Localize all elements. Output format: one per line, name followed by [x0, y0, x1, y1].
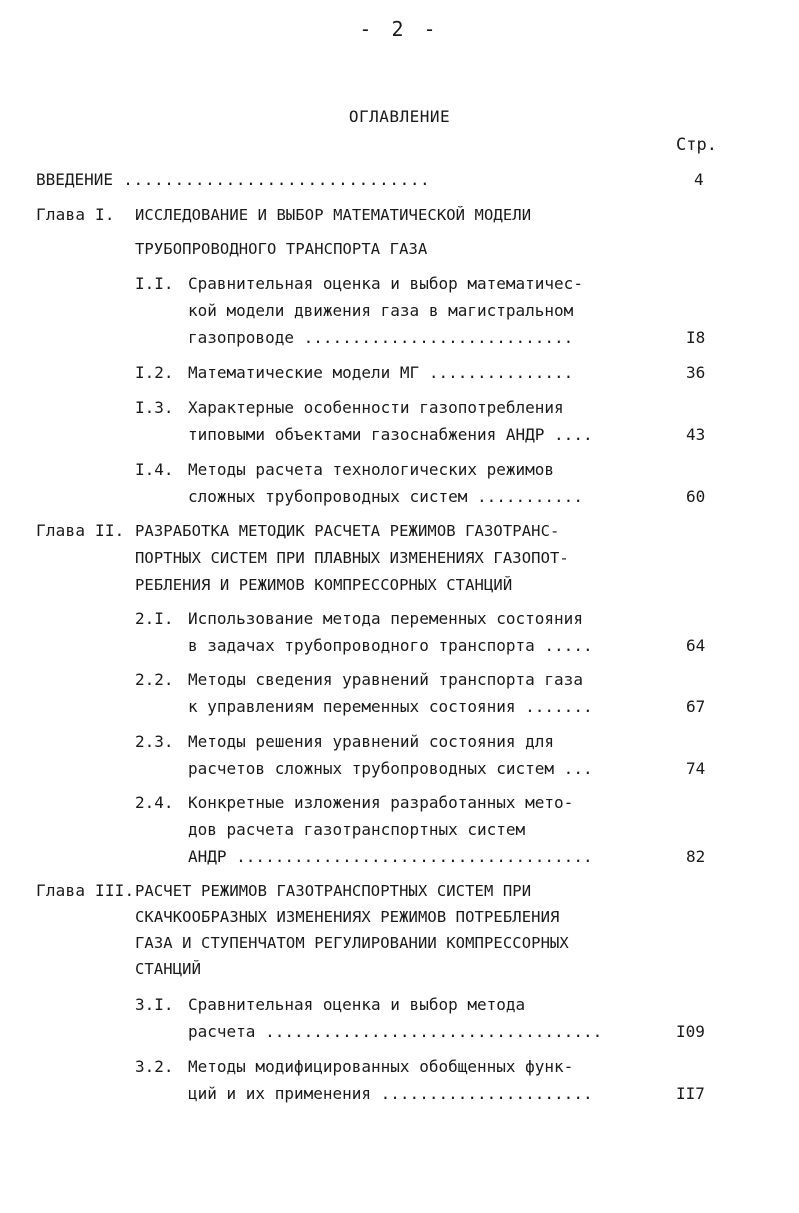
section-line: газопроводе ............................	[188, 328, 574, 347]
chapter-label: Глава II.	[36, 521, 125, 540]
section-page: 67	[686, 697, 706, 716]
chapter-heading-line: РЕБЛЕНИЯ И РЕЖИМОВ КОМПРЕССОРНЫХ СТАНЦИЙ	[135, 576, 513, 594]
section-page: I09	[676, 1022, 705, 1041]
section-number: 3.I.	[135, 995, 174, 1014]
section-line: кой модели движения газа в магистральном	[188, 301, 574, 320]
section-page: 64	[686, 636, 706, 655]
section-line: Математические модели МГ ...............	[188, 363, 574, 382]
chapter-heading-line: ИССЛЕДОВАНИЕ И ВЫБОР МАТЕМАТИЧЕСКОЙ МОДЕЛИ	[135, 206, 532, 224]
section-line: Методы модифицированных обобщенных функ-	[188, 1057, 574, 1076]
section-page: 36	[686, 363, 706, 382]
section-number: 2.3.	[135, 732, 174, 751]
section-line: Характерные особенности газопотребления	[188, 398, 564, 417]
page-column-label: Стр.	[676, 135, 717, 155]
chapter-heading-line: ПОРТНЫХ СИСТЕМ ПРИ ПЛАВНЫХ ИЗМЕНЕНИЯХ ГАЗОПОТ-	[135, 549, 569, 567]
section-line: сложных трубопроводных систем ...........	[188, 487, 583, 506]
section-line: Методы решения уравнений состояния для	[188, 732, 555, 751]
section-page: 74	[686, 759, 706, 778]
toc-intro-page: 4	[694, 170, 704, 189]
section-line: Использование метода переменных состояния	[188, 609, 583, 628]
section-number: I.3.	[135, 398, 174, 417]
section-line: Сравнительная оценка и выбор математичес-	[188, 274, 583, 293]
toc-title: ОГЛАВЛЕНИЕ	[348, 107, 451, 126]
section-line: Методы расчета технологических режимов	[188, 460, 555, 479]
section-number: I.4.	[135, 460, 174, 479]
section-number: 3.2.	[135, 1057, 174, 1076]
section-number: 2.I.	[135, 609, 174, 628]
section-page: II7	[676, 1084, 705, 1103]
chapter-heading-line: СКАЧКООБРАЗНЫХ ИЗМЕНЕНИЯХ РЕЖИМОВ ПОТРЕБЛЕНИЯ	[135, 908, 560, 926]
chapter-label: Глава I.	[36, 205, 115, 224]
section-page: I8	[686, 328, 706, 347]
section-page: 60	[686, 487, 706, 506]
section-line: расчета ...................................	[188, 1022, 603, 1041]
section-line: дов расчета газотранспортных систем	[188, 820, 526, 839]
chapter-heading-line: РАЗРАБОТКА МЕТОДИК РАСЧЕТА РЕЖИМОВ ГАЗОТРАНС-	[135, 522, 560, 540]
section-line: Конкретные изложения разработанных мето-	[188, 793, 574, 812]
toc-intro-title: ВВЕДЕНИЕ ..............................	[36, 170, 431, 189]
section-line: расчетов сложных трубопроводных систем ...	[188, 759, 593, 778]
section-page: 43	[686, 425, 706, 444]
section-line: АНДР .....................................	[188, 847, 593, 866]
chapter-heading-line: РАСЧЕТ РЕЖИМОВ ГАЗОТРАНСПОРТНЫХ СИСТЕМ ПРИ	[135, 882, 532, 900]
section-line: ций и их применения ......................	[188, 1084, 593, 1103]
chapter-heading-line: ГАЗА И СТУПЕНЧАТОМ РЕГУЛИРОВАНИИ КОМПРЕССОРНЫХ	[135, 934, 569, 952]
section-number: I.2.	[135, 363, 174, 382]
section-page: 82	[686, 847, 706, 866]
chapter-heading-line: ТРУБОПРОВОДНОГО ТРАНСПОРТА ГАЗА	[135, 240, 428, 258]
chapter-heading-line: СТАНЦИЙ	[135, 960, 202, 978]
section-line: Сравнительная оценка и выбор метода	[188, 995, 526, 1014]
section-number: 2.4.	[135, 793, 174, 812]
section-line: типовыми объектами газоснабжения АНДР ....	[188, 425, 593, 444]
section-line: в задачах трубопроводного транспорта .....	[188, 636, 593, 655]
section-line: к управлениям переменных состояния .......	[188, 697, 593, 716]
chapter-label: Глава III.	[36, 881, 135, 900]
section-line: Методы сведения уравнений транспорта газа	[188, 670, 583, 689]
section-number: 2.2.	[135, 670, 174, 689]
section-number: I.I.	[135, 274, 174, 293]
page-number: - 2 -	[359, 17, 440, 41]
